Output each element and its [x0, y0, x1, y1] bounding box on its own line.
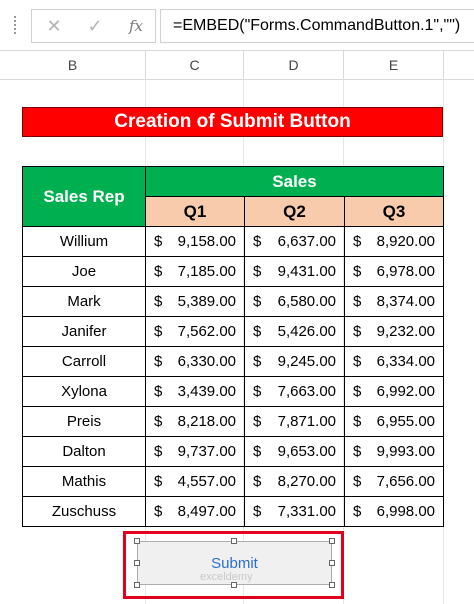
q3-cell[interactable]: [345, 497, 444, 527]
q2-cell[interactable]: [245, 407, 345, 437]
amount-value: 7,331.00: [277, 503, 336, 520]
currency-symbol: $: [154, 233, 163, 250]
currency-symbol: $: [253, 233, 262, 250]
currency-symbol: $: [353, 263, 362, 280]
resize-handle[interactable]: [329, 582, 335, 588]
q3-cell[interactable]: [345, 377, 444, 407]
amount-value: 6,330.00: [177, 353, 236, 370]
currency-symbol: $: [253, 413, 262, 430]
currency-symbol: $: [253, 263, 262, 280]
q3-cell[interactable]: [345, 317, 444, 347]
currency-symbol: $: [353, 413, 362, 430]
amount-value: 5,426.00: [277, 323, 336, 340]
amount-value: 7,871.00: [277, 413, 336, 430]
table-row: [23, 257, 444, 287]
table-row: [23, 407, 444, 437]
q1-cell[interactable]: [146, 437, 245, 467]
currency-symbol: $: [154, 473, 163, 490]
resize-grip[interactable]: [14, 16, 22, 34]
q2-cell[interactable]: [245, 467, 345, 497]
amount-value: 3,439.00: [177, 383, 236, 400]
amount-value: 8,497.00: [177, 503, 236, 520]
q3-cell[interactable]: [345, 287, 444, 317]
amount-value: 9,653.00: [277, 443, 336, 460]
currency-symbol: $: [353, 233, 362, 250]
currency-symbol: $: [253, 293, 262, 310]
amount-value: 9,993.00: [376, 443, 435, 460]
currency-symbol: $: [253, 443, 262, 460]
currency-symbol: $: [154, 443, 163, 460]
q1-header: Q1: [146, 197, 245, 227]
amount-value: 6,978.00: [376, 263, 435, 280]
q3-cell[interactable]: [345, 407, 444, 437]
table-row: [23, 317, 444, 347]
resize-handle[interactable]: [134, 582, 140, 588]
q2-cell[interactable]: [245, 317, 345, 347]
amount-value: 5,389.00: [177, 293, 236, 310]
amount-value: 6,637.00: [277, 233, 336, 250]
q1-cell[interactable]: [146, 227, 245, 257]
column-header-b[interactable]: B: [0, 51, 146, 79]
q2-cell[interactable]: [245, 227, 345, 257]
watermark-logo: exceldemy: [200, 571, 253, 583]
table-row: [23, 497, 444, 527]
amount-value: 8,270.00: [277, 473, 336, 490]
currency-symbol: $: [353, 353, 362, 370]
currency-symbol: $: [353, 323, 362, 340]
table-row: [23, 287, 444, 317]
currency-symbol: $: [253, 353, 262, 370]
sales-table: [22, 166, 444, 527]
currency-symbol: $: [253, 473, 262, 490]
q2-cell[interactable]: [245, 497, 345, 527]
resize-handle[interactable]: [329, 538, 335, 544]
table-row: [23, 347, 444, 377]
resize-handle[interactable]: [134, 538, 140, 544]
amount-value: 7,185.00: [177, 263, 236, 280]
currency-symbol: $: [154, 413, 163, 430]
q1-cell[interactable]: [146, 497, 245, 527]
title-banner: Creation of Submit Button: [22, 107, 443, 137]
currency-symbol: $: [353, 503, 362, 520]
q3-cell[interactable]: [345, 347, 444, 377]
q2-cell[interactable]: [245, 437, 345, 467]
formula-bar: [0, 0, 474, 50]
q1-cell[interactable]: [146, 257, 245, 287]
q1-cell[interactable]: [146, 377, 245, 407]
amount-value: 8,374.00: [376, 293, 435, 310]
resize-handle[interactable]: [134, 560, 140, 566]
amount-value: 8,218.00: [177, 413, 236, 430]
q3-header: Q3: [345, 197, 444, 227]
currency-symbol: $: [253, 383, 262, 400]
q2-cell[interactable]: [245, 377, 345, 407]
currency-symbol: $: [253, 323, 262, 340]
currency-symbol: $: [154, 503, 163, 520]
sales-rep-cell[interactable]: Xylona: [23, 377, 146, 407]
sales-rep-cell[interactable]: Willium: [23, 227, 146, 257]
q3-cell[interactable]: [345, 437, 444, 467]
table-row: [23, 467, 444, 497]
column-header-e[interactable]: E: [344, 51, 444, 79]
submit-button[interactable]: Submit: [137, 541, 332, 585]
amount-value: 9,737.00: [177, 443, 236, 460]
column-header-c[interactable]: C: [146, 51, 244, 79]
formula-buttons: [31, 9, 156, 43]
amount-value: 7,562.00: [177, 323, 236, 340]
amount-value: 7,663.00: [277, 383, 336, 400]
amount-value: 6,334.00: [376, 353, 435, 370]
sales-rep-cell[interactable]: Mathis: [23, 467, 146, 497]
amount-value: 6,992.00: [376, 383, 435, 400]
currency-symbol: $: [154, 383, 163, 400]
sales-rep-cell[interactable]: Mark: [23, 287, 146, 317]
table-row: [23, 437, 444, 467]
q3-cell[interactable]: [345, 227, 444, 257]
table-row: [23, 227, 444, 257]
insert-function-icon[interactable]: fx: [128, 17, 143, 35]
currency-symbol: $: [353, 293, 362, 310]
q1-cell[interactable]: [146, 347, 245, 377]
amount-value: 4,557.00: [177, 473, 236, 490]
currency-symbol: $: [154, 353, 163, 370]
sales-rep-header: Sales Rep: [23, 167, 146, 227]
q3-cell[interactable]: [345, 257, 444, 287]
sales-header: Sales: [146, 167, 444, 197]
column-headers: [0, 50, 474, 80]
sales-rep-cell[interactable]: Joe: [23, 257, 146, 287]
q2-cell[interactable]: [245, 347, 345, 377]
amount-value: 6,998.00: [376, 503, 435, 520]
currency-symbol: $: [154, 323, 163, 340]
cancel-x-icon[interactable]: ✕: [46, 16, 62, 36]
amount-value: 8,920.00: [376, 233, 435, 250]
amount-value: 6,580.00: [277, 293, 336, 310]
amount-value: 9,245.00: [277, 353, 336, 370]
currency-symbol: $: [154, 263, 163, 280]
q1-cell[interactable]: [146, 317, 245, 347]
q2-header: Q2: [245, 197, 345, 227]
sales-rep-cell[interactable]: Zuschuss: [23, 497, 146, 527]
sales-rep-cell[interactable]: Carroll: [23, 347, 146, 377]
enter-check-icon[interactable]: ✓: [87, 16, 103, 36]
q1-cell[interactable]: [146, 467, 245, 497]
q2-cell[interactable]: [245, 287, 345, 317]
sales-rep-cell[interactable]: Preis: [23, 407, 146, 437]
formula-input[interactable]: =EMBED("Forms.CommandButton.1",""): [160, 9, 474, 43]
amount-value: 7,656.00: [376, 473, 435, 490]
column-header-d[interactable]: D: [244, 51, 344, 79]
amount-value: 6,955.00: [376, 413, 435, 430]
resize-handle[interactable]: [329, 560, 335, 566]
table-row: [23, 377, 444, 407]
currency-symbol: $: [353, 473, 362, 490]
currency-symbol: $: [353, 383, 362, 400]
sales-rep-cell[interactable]: Dalton: [23, 437, 146, 467]
resize-handle[interactable]: [231, 538, 237, 544]
q1-cell[interactable]: [146, 287, 245, 317]
q3-cell[interactable]: [345, 467, 444, 497]
amount-value: 9,431.00: [277, 263, 336, 280]
currency-symbol: $: [253, 503, 262, 520]
amount-value: 9,232.00: [376, 323, 435, 340]
sales-rep-cell[interactable]: Janifer: [23, 317, 146, 347]
currency-symbol: $: [353, 443, 362, 460]
q1-cell[interactable]: [146, 407, 245, 437]
q2-cell[interactable]: [245, 257, 345, 287]
amount-value: 9,158.00: [177, 233, 236, 250]
currency-symbol: $: [154, 293, 163, 310]
